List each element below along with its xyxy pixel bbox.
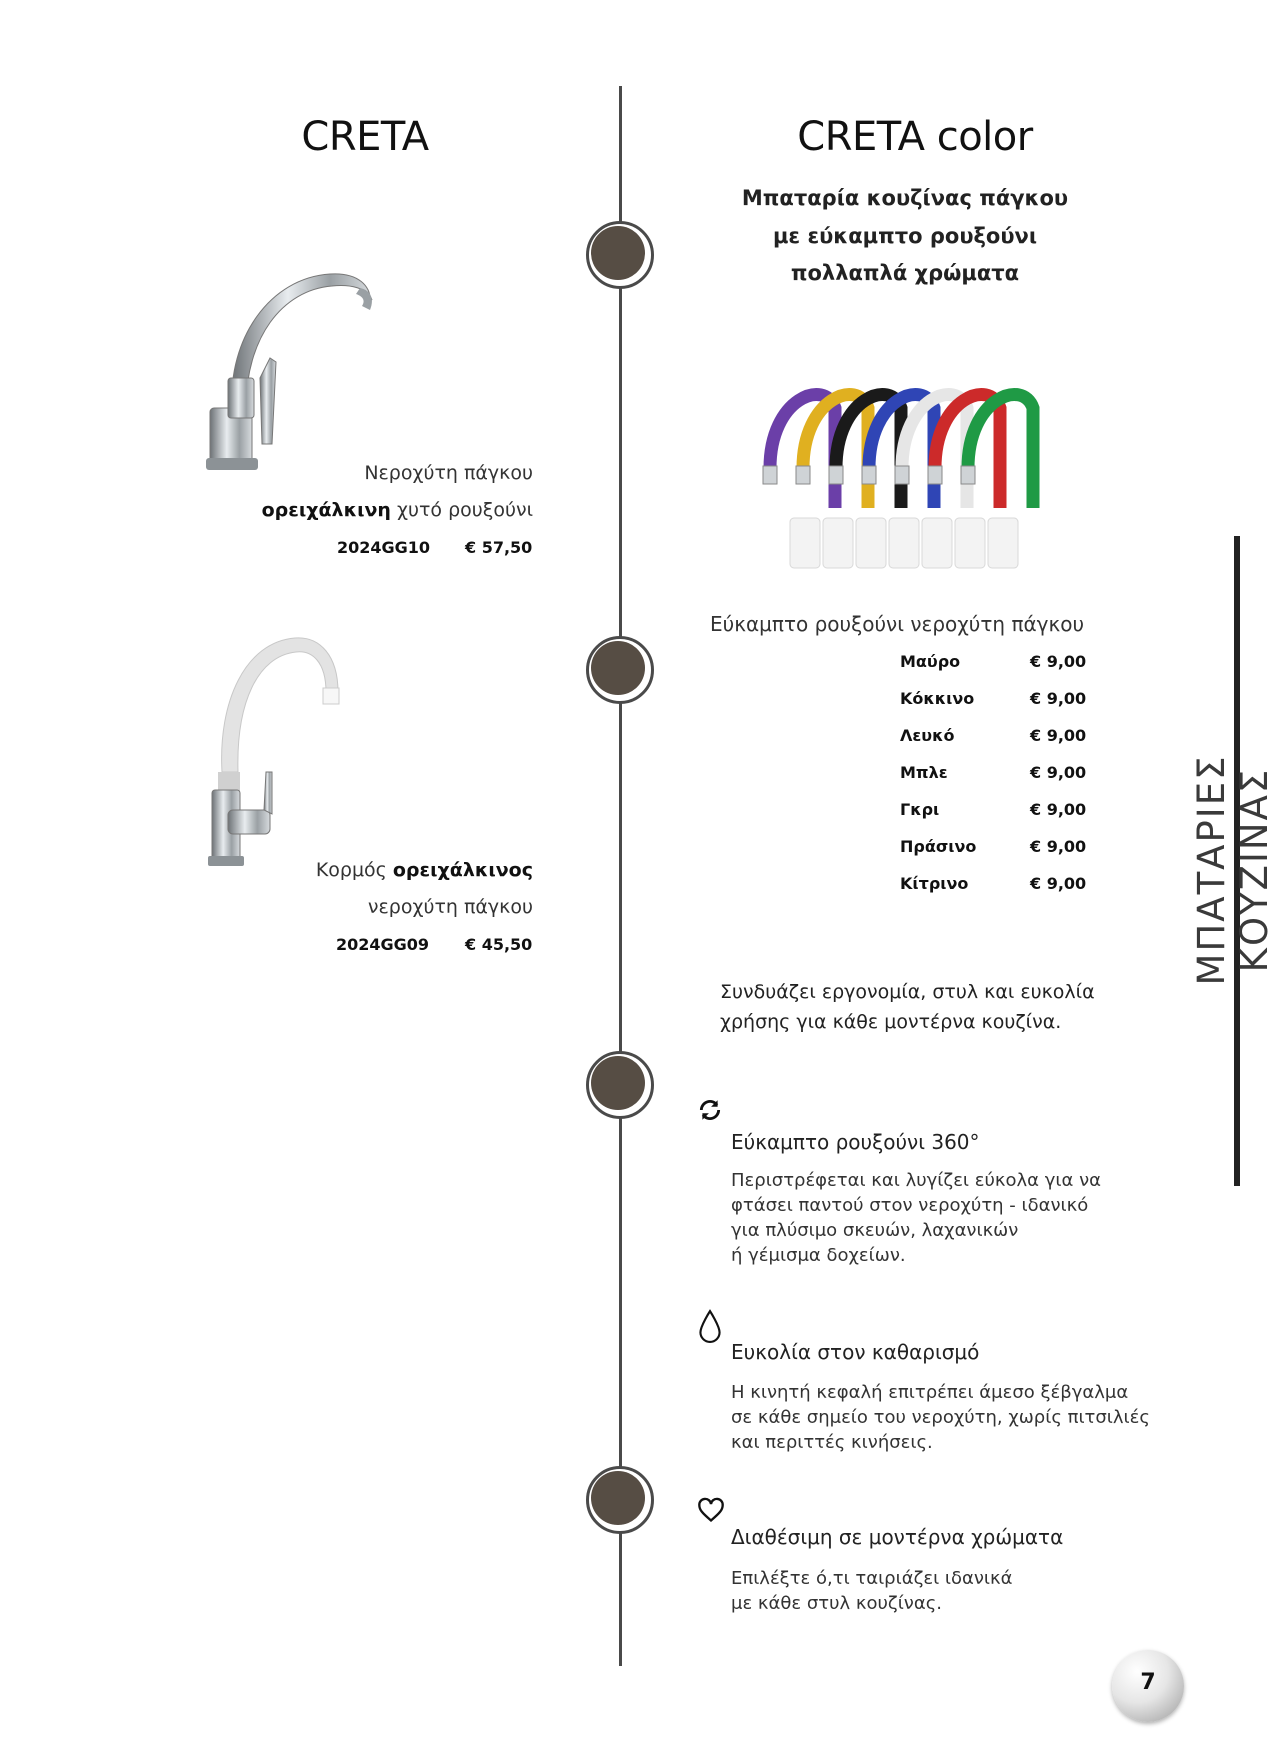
feature-text-line: και περιττές κινήσεις. [731,1432,933,1453]
spout-heading: Εύκαμπτο ρουξούνι νεροχύτη πάγκου [710,612,1085,636]
feature-title-cleaning: Ευκολία στον καθαρισμό [731,1340,980,1364]
color-row [900,874,1090,911]
spout-tip [763,466,777,484]
product1-spout-text: χυτό ρουξούνι [390,499,533,521]
heart-icon [697,1497,725,1523]
left-title: CRETA [301,114,429,160]
feature-text-line: για πλύσιμο σκευών, λαχανικών [731,1220,1019,1241]
product1-price: € 57,50 [465,538,533,557]
color-row [900,726,1090,763]
color-price: € 9,00 [1030,689,1087,708]
timeline-node [591,226,645,280]
timeline-node [591,641,645,695]
feature-text-line: με κάθε στυλ κουζίνας. [731,1593,942,1614]
color-name: Κίτρινο [900,874,969,893]
colored-spouts-image [760,378,1030,574]
color-row [900,837,1090,874]
product2-code: 2024GG09 [336,935,430,954]
feature-text-swivel [731,1168,1101,1268]
faucet-base [922,518,952,568]
spout-tip [928,466,942,484]
intro-line: χρήσης για κάθε μοντέρνα κουζίνα. [720,1011,1062,1033]
product2-body-text: Κορμός [315,859,393,881]
timeline-node [591,1056,645,1110]
product1-line2 [200,492,533,529]
feature-text-line: Επιλέξτε ό,τι ταιριάζει ιδανικά [731,1568,1013,1589]
faucet-base [889,518,919,568]
color-price: € 9,00 [1030,837,1087,856]
timeline-line [619,86,622,1666]
color-row [900,763,1090,800]
faucet-body-image [200,632,350,872]
product1-code: 2024GG10 [337,538,431,557]
faucet-base [988,518,1018,568]
color-name: Μπλε [900,763,948,782]
color-row [900,652,1090,689]
faucet-base [823,518,853,568]
feature-text-line: Περιστρέφεται και λυγίζει εύκολα για να [731,1170,1101,1191]
intro-text [720,977,1095,1037]
feature-text-colors [731,1566,1013,1616]
faucet-base [955,518,985,568]
subtitle-line-1: Μπαταρία κουζίνας πάγκου [741,186,1069,210]
feature-text-line: φτάσει παντού στον νεροχύτη - ιδανικό [731,1195,1089,1216]
section-side-label: ΜΠΑΤΑΡΙΕΣ ΚΟΥΖΙΝΑΣ [1190,754,1276,986]
color-price: € 9,00 [1030,874,1087,893]
color-row [900,800,1090,837]
feature-text-line: σε κάθε σημείο του νεροχύτη, χωρίς πιτσιλιές [731,1407,1150,1428]
subtitle-line-2: με εύκαμπτο ρουξούνι [772,224,1038,248]
spout-tip [829,466,843,484]
color-name: Γκρι [900,800,940,819]
product2-line1 [200,852,533,889]
droplet-icon [697,1309,723,1343]
color-name: Κόκκινο [900,689,975,708]
product2-line2: νεροχύτη πάγκου [367,896,533,918]
timeline-node [591,1471,645,1525]
feature-title-swivel: Εύκαμπτο ρουξούνι 360° [731,1130,980,1154]
feature-text-cleaning [731,1380,1150,1455]
product1-line1: Νεροχύτη πάγκου [364,462,533,484]
color-price: € 9,00 [1030,726,1087,745]
intro-line: Συνδυάζει εργονομία, στυλ και ευκολία [720,981,1095,1003]
spout-tip [895,466,909,484]
color-price: € 9,00 [1030,652,1087,671]
product2-price: € 45,50 [465,935,533,954]
color-price: € 9,00 [1030,763,1087,782]
product2-material: ορειχάλκινος [392,859,533,881]
product1-material: ορειχάλκινη [261,499,391,521]
feature-text-line: Η κινητή κεφαλή επιτρέπει άμεσο ξέβγαλμα [731,1382,1129,1403]
faucet-chrome-image [200,258,390,478]
color-name: Λευκό [900,726,955,745]
faucet-base [790,518,820,568]
right-title: CRETA color [797,114,1033,160]
feature-title-colors: Διαθέσιμη σε μοντέρνα χρώματα [731,1525,1064,1549]
spout-tip [862,466,876,484]
spout-tip [961,466,975,484]
subtitle-line-3: πολλαπλά χρώματα [790,261,1020,285]
color-price-list [900,652,1090,911]
color-row [900,689,1090,726]
color-name: Μαύρο [900,652,961,671]
page-number-badge [1112,1650,1184,1722]
faucet-base [856,518,886,568]
color-price: € 9,00 [1030,800,1087,819]
color-name: Πράσινο [900,837,977,856]
refresh-icon [697,1097,723,1123]
feature-text-line: ή γέμισμα δοχείων. [731,1245,906,1266]
spout-tip [796,466,810,484]
page-number: 7 [1140,1670,1156,1695]
